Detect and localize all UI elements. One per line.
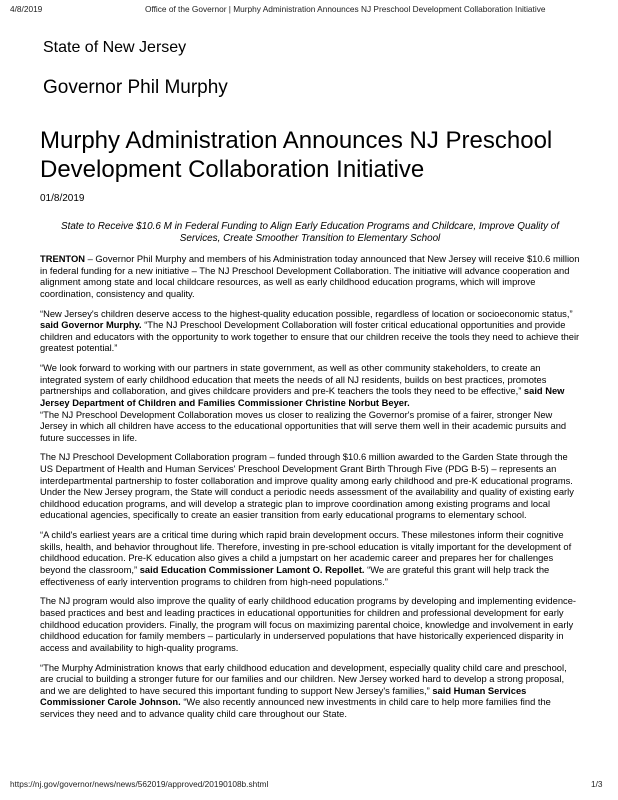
paragraph-1-text: – Governor Phil Murphy and members of his Administration today announced that New Jersey will receive $10.6 million in federal funding for a new initiative – The NJ Preschool Development Collaboration. The initiative will advance cooperation and alignment among state and local childcare resources, as well as early childhood education programs, which will improve coordination, consistency and quality. — [40, 254, 580, 299]
paragraph-3 — [40, 363, 580, 409]
paragraph-3-quote: “We look forward to working with our partners in state government, as well as other community stakeholders, to create an integrated system of early childhood education that meets the needs of all NJ residents, builds on best practices, promotes partnerships and collaboration, and gives childcare providers and pre-K teachers the tools they need to be effective,” — [40, 363, 547, 397]
paragraph-7-quote-cont: “We also recently announced new investments in child care to help more families find the services they need and to advance quality child care throughout our State. — [40, 697, 551, 719]
paragraph-2-quote-cont: “The NJ Preschool Development Collaboration will foster critical educational opportunities and provide children and educators with the opportunity to work together to ensure that our children receive the tools they need to achieve their greatest potential.” — [40, 320, 580, 354]
article-date: 01/8/2019 — [40, 193, 85, 204]
article-subtitle: State to Receive $10.6 M in Federal Funding to Align Early Education Programs and Childcare, Improve Quality of Services, Create Smoother Transition to Elementary School — [60, 221, 560, 244]
print-footer-url: https://nj.gov/governor/news/news/562019/approved/20190108b.shtml — [10, 779, 269, 789]
print-header-title: Office of the Governor | Murphy Administration Announces NJ Preschool Development Collaboration Initiative — [145, 4, 546, 14]
print-footer-page: 1/3 — [591, 779, 603, 789]
governor-office: Governor Phil Murphy — [43, 77, 228, 98]
paragraph-5 — [40, 530, 580, 588]
state-name: State of New Jersey — [43, 39, 187, 56]
paragraph-7 — [40, 663, 580, 721]
paragraph-3-speaker: said New Jersey Department of Children and Families Commissioner Christine Norbut Beyer. — [40, 386, 565, 408]
paragraph-3b — [40, 410, 580, 445]
paragraph-7-quote: “The Murphy Administration knows that early childhood education and development, especially quality child care and preschool, are crucial to building a stronger future for our families and our children. New Jersey worked hard to develop a strong proposal, and we are delighted to have secured this important funding to support New Jersey's families,” — [40, 662, 567, 696]
paragraph-1 — [40, 254, 580, 300]
paragraph-5-speaker: said Education Commissioner Lamont O. Repollet. — [139, 565, 365, 575]
paragraph-2-quote: “New Jersey's children deserve access to the highest-quality education possible, regardless of location or socioeconomic status,” — [40, 308, 573, 319]
paragraph-5-quote-cont: “We are grateful this grant will help track the effectiveness of early intervention programs to children from high-need populations.” — [40, 565, 550, 587]
paragraph-5-quote: “A child's earliest years are a critical time during which rapid brain development occurs. These milestones inform their cognitive skills, health, and behavior throughout life. Therefore, investing in pre-school education is vitally important for the development of childhood education. Pre-K education also gives a child a jumpstart on her academic career and prepares her for challenges beyond the classroom,” — [40, 530, 572, 575]
paragraph-2-speaker: said Governor Murphy. — [40, 320, 142, 331]
print-header-date: 4/8/2019 — [10, 4, 43, 14]
paragraph-3-quote-cont: “The NJ Preschool Development Collaboration moves us closer to realizing the Governor's promise of a fairer, stronger New Jersey in which all children have access to the educational opportunities that will serve them well in their academic pursuits and future successes in life. — [40, 409, 567, 443]
article-title: Murphy Administration Announces NJ Preschool Development Collaboration Initiative — [40, 127, 553, 183]
paragraph-6 — [40, 596, 580, 654]
paragraph-6-text: The NJ program would also improve the quality of early childhood education programs by developing and implementing evidence-based practices and best and leading practices in educational opportunities for children and professional development for early childhood education providers. Finally, the program will focus on maximizing parental choice, knowledge and involvement in early childhood education for family members – particularly in underserved populations that have historically experienced disparity in access and availability to high-quality programs. — [40, 596, 577, 653]
paragraph-4-text: The NJ Preschool Development Collaboration program – funded through $10.6 million awarded to the Garden State through the US Department of Health and Human Services' Preschool Development Grant Birth Through Five (PDG B-5) – represents an interdepartmental partnership to foster collaboration and improve quality among early childhood and pre-K educational programs. Under the New Jersey program, the State will conduct a periodic needs assessment of the availability and quality of existing early childhood education programs, and will develop a strategic plan to improve coordination among existing programs and local educational agencies, specifically to create an easier transition from early educational programs to elementary school. — [40, 452, 574, 521]
paragraph-7-speaker: said Human Services Commissioner Carole Johnson. — [40, 685, 527, 708]
article-body — [40, 254, 580, 729]
paragraph-4 — [40, 452, 580, 522]
dateline: TRENTON — [40, 254, 85, 264]
paragraph-2 — [40, 309, 580, 355]
